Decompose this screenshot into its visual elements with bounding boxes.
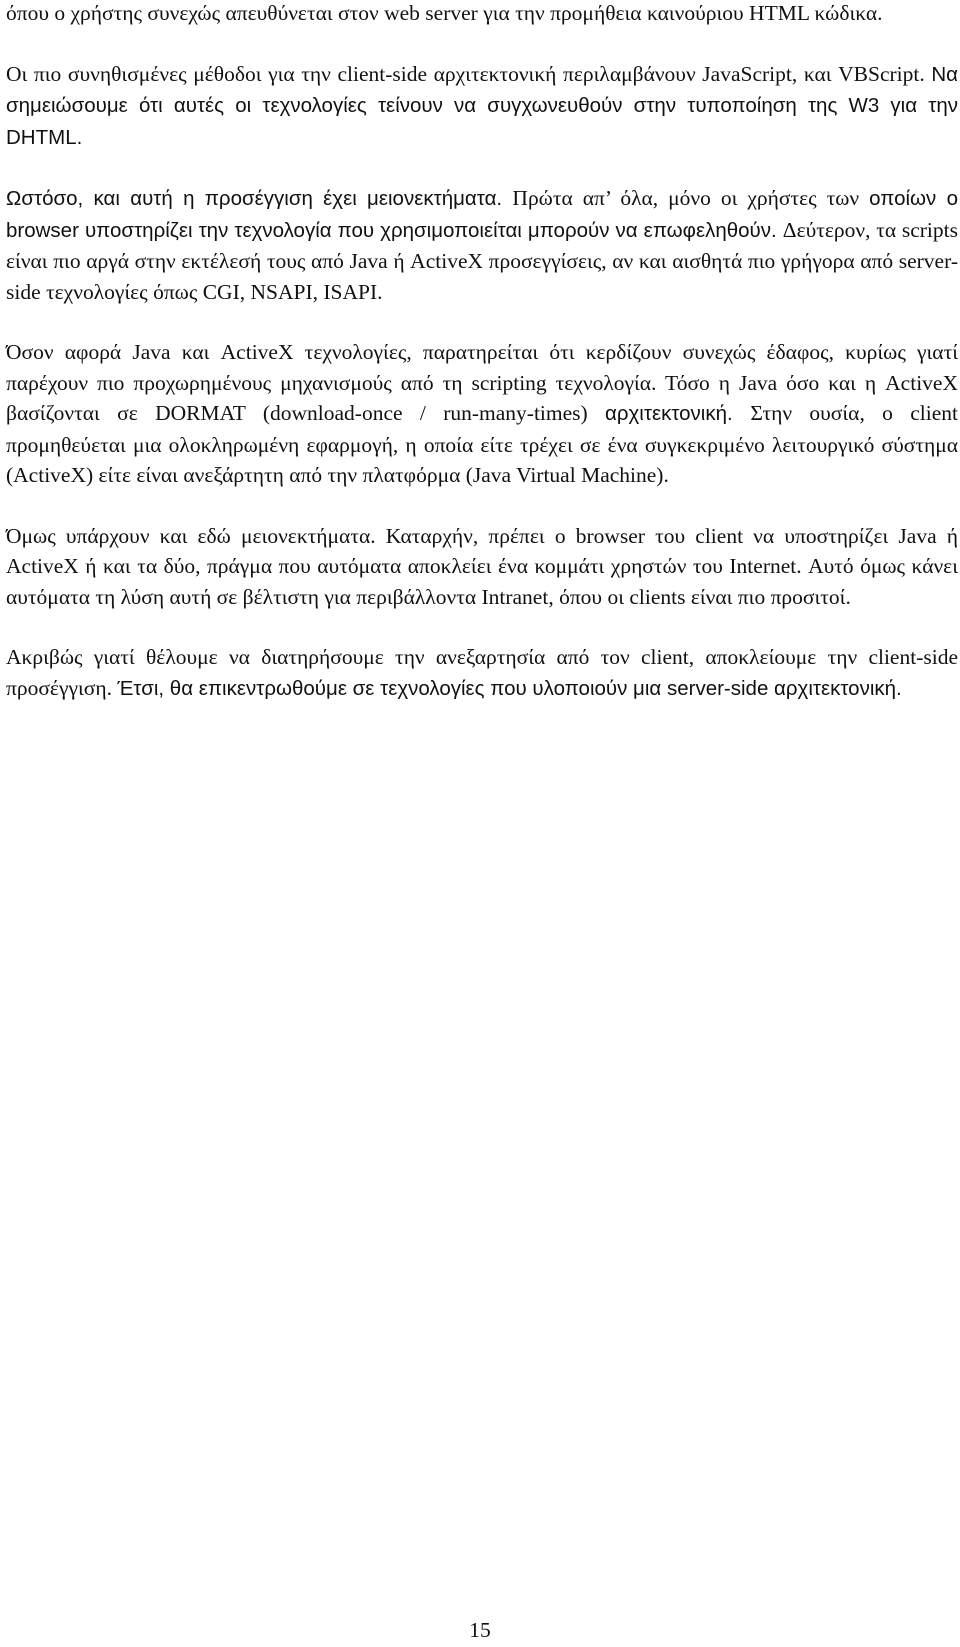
text-run: αρχιτεκτονική.	[605, 402, 751, 425]
paragraph	[6, 0, 958, 29]
paragraph	[6, 59, 958, 154]
text-run: Ωστόσο, και αυτή η προσέγγιση έχει μειονεκτήματα.	[6, 187, 513, 210]
paragraph	[6, 337, 958, 491]
text-run: Όμως υπάρχουν και εδώ μειονεκτήματα. Καταρχήν, πρέπει ο browser του client να υποστηρίζει Java ή ActiveX ή και τα δύο, πράγμα που αυτόματα αποκλείει ένα κομμάτι χρηστών του Internet. Αυτό όμως κάνει αυτόματα τη λύση αυτή σε βέλτιστη για περιβάλλοντα Intranet, όπου οι clients είναι πιο προσιτοί.	[6, 523, 958, 609]
text-run: όπου ο χρήστης συνεχώς απευθύνεται στον web server για την προμήθεια καινούριου HTML κώδικα.	[6, 1, 883, 25]
body-text	[6, 0, 958, 704]
paragraph	[6, 183, 958, 307]
text-run: Να σημειώσουμε ότι αυτές οι τεχνολογίες τείνουν να συγχωνευθούν στην τυποποίηση της W3 για την DHTML.	[6, 62, 958, 149]
paragraph	[6, 642, 958, 704]
document-page	[6, 0, 958, 734]
text-run: Πρώτα απ’ όλα, μόνο οι χρήστες των	[512, 186, 870, 210]
text-run: Έτσι, θα επικεντρωθούμε σε τεχνολογίες που υλοποιούν μια server-side αρχιτεκτονική.	[117, 676, 902, 700]
paragraph	[6, 521, 958, 613]
text-run: Όσον αφορά Java και ActiveX τεχνολογίες, παρατηρείται ότι κερδίζουν συνεχώς έδαφος, κυρίως γιατί παρέχουν πιο προχωρημένους μηχανισμούς από τη scripting τεχνολογία. Τόσο η Java όσο και η ActiveX βασίζονται σε DORMAT (download-once / run-many-times)	[6, 340, 958, 425]
page-number: 15	[469, 1618, 491, 1642]
text-run: Δεύτερον, τα scripts είναι πιο αργά στην εκτέλεσή τους από Java ή ActiveX προσεγγίσεις, αν και αισθητά πιο γρήγορα από server-side τεχνολογίες όπως CGI, NSAPI, ISAPI.	[6, 217, 958, 304]
text-run: Στην ουσία, ο client προμηθεύεται μια ολοκληρωμένη εφαρμογή, η οποία είτε τρέχει σε ένα συγκεκριμένο λειτουργικό σύστημα (ActiveX) είτε είναι ανεξάρτητη από την πλατφόρμα (Java Virtual Machine).	[6, 401, 958, 487]
text-run: Οι πιο συνηθισμένες μέθοδοι για την client-side αρχιτεκτονική περιλαμβάνουν JavaScript, και VBScript.	[6, 61, 932, 86]
text-run: Ακριβώς γιατί θέλουμε να διατηρήσουμε την ανεξαρτησία από τον client, αποκλείουμε την client-side προσέγγιση.	[6, 645, 958, 700]
text-run: οποίων ο browser υποστηρίζει την τεχνολογία που χρησιμοποιείται μπορούν να επωφεληθούν.	[6, 187, 958, 242]
